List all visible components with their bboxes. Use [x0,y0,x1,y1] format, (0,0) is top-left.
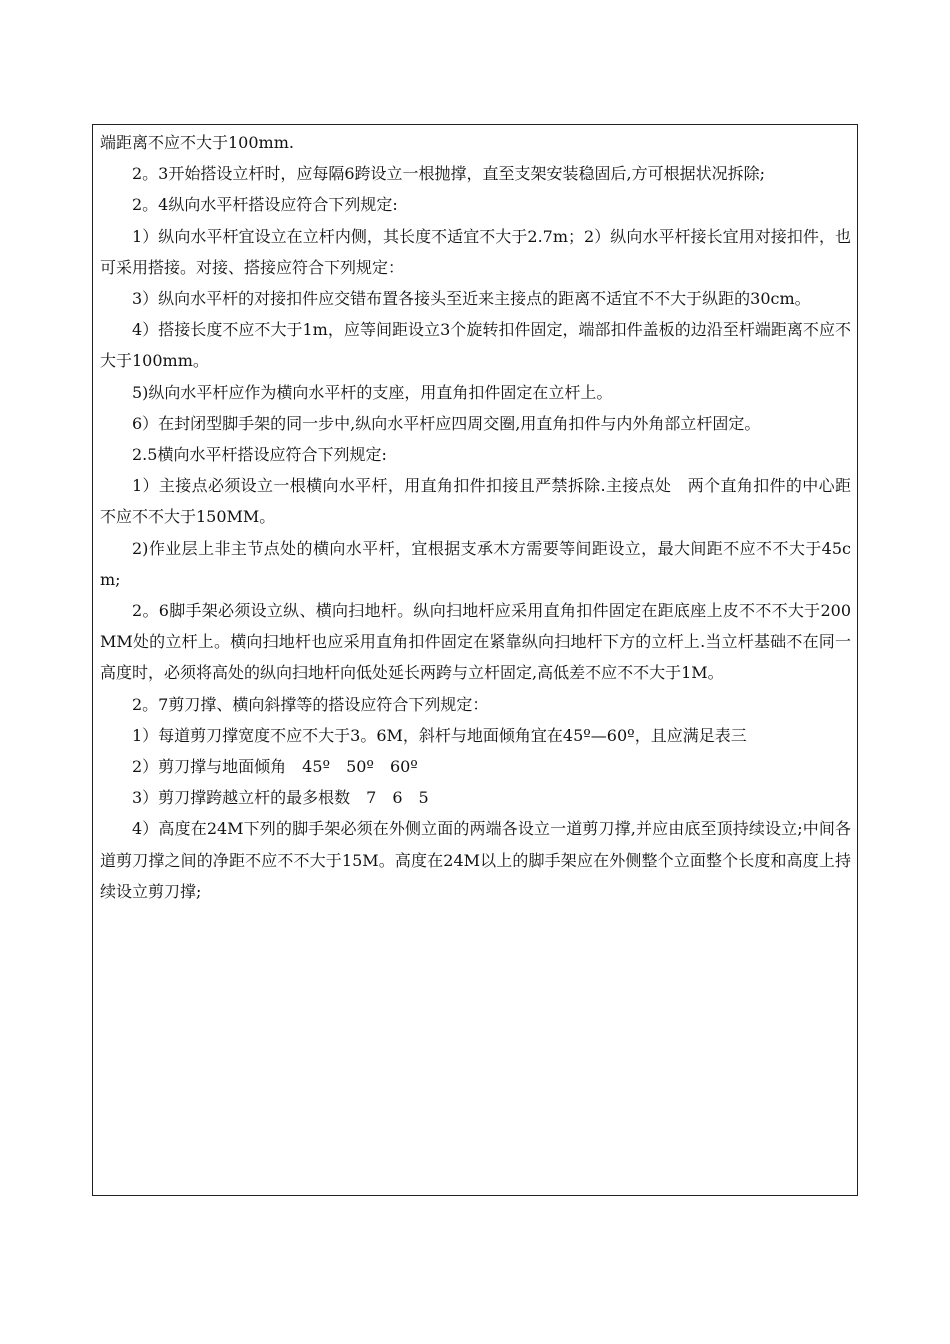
paragraph-2-7-item-4: 4）高度在24M下列的脚手架必须在外侧立面的两端各设立一道剪刀撑,并应由底至顶持续设立;中间各道剪刀撑之间的净距不应不不大于15M。高度在24M以上的脚手架应在外侧整个立面整个长度和高度上持续设立剪刀撑; [100,819,851,901]
paragraph-2-4-item-3: 3）纵向水平杆的对接扣件应交错布置各接头至近来主接点的距离不适宜不不大于纵距的30cm。 [132,289,811,309]
paragraph-2-4-item-1: 1）纵向水平杆宜设立在立杆内侧，其长度不适宜不大于2.7m；2）纵向水平杆接长宜用对接扣件，也可采用搭接。对接、搭接应符合下列规定： [100,226,851,277]
document-body [100,127,851,907]
paragraph-2-7-item-1: 1）每道剪刀撑宽度不应不大于3。6M，斜杆与地面倾角宜在45º—60º，且应满足表三 [132,725,747,745]
document-frame [92,124,858,1196]
paragraph-2-7-item-3: 3）剪刀撑跨越立杆的最多根数 7 6 5 [132,788,429,808]
paragraph-2-7-heading: 2。7剪刀撑、横向斜撑等的搭设应符合下列规定： [132,694,489,714]
paragraph-2-4-item-6: 6）在封闭型脚手架的同一步中,纵向水平杆应四周交圈,用直角扣件与内外角部立杆固定。 [132,413,761,433]
paragraph-2-6: 2。6脚手架必须设立纵、横向扫地杆。纵向扫地杆应采用直角扣件固定在距底座上皮不不不大于200MM处的立杆上。横向扫地杆也应采用直角扣件固定在紧靠纵向扫地杆下方的立杆上.当立杆基础不在同一高度时，必须将高处的纵向扫地杆向低处延长两跨与立杆固定,高低差不应不不大于1M。 [100,601,851,683]
paragraph-2-3: 2。3开始搭设立杆时，应每隔6跨设立一根抛撑，直至支架安装稳固后,方可根据状况拆除; [132,164,766,184]
paragraph-2-4-heading: 2。4纵向水平杆搭设应符合下列规定: [132,195,398,215]
paragraph-2-5-item-2: 2)作业层上非主节点处的横向水平杆，宜根据支承木方需要等间距设立，最大间距不应不不大于45cm; [100,538,851,589]
paragraph-2-4-item-4: 4）搭接长度不应不大于1m，应等间距设立3个旋转扣件固定，端部扣件盖板的边沿至杆端距离不应不大于100mm。 [100,320,851,371]
paragraph-2-5-item-1: 1）主接点必须设立一根横向水平杆，用直角扣件扣接且严禁拆除.主接点处 两个直角扣件的中心距不应不不大于150MM。 [100,476,851,527]
paragraph-2-5-heading: 2.5横向水平杆搭设应符合下列规定: [132,445,387,465]
paragraph-2-7-item-2: 2）剪刀撑与地面倾角 45º 50º 60º [132,757,418,777]
paragraph-continuation: 端距离不应不大于100mm. [100,133,294,152]
paragraph-2-4-item-5: 5)纵向水平杆应作为横向水平杆的支座，用直角扣件固定在立杆上。 [132,382,613,402]
